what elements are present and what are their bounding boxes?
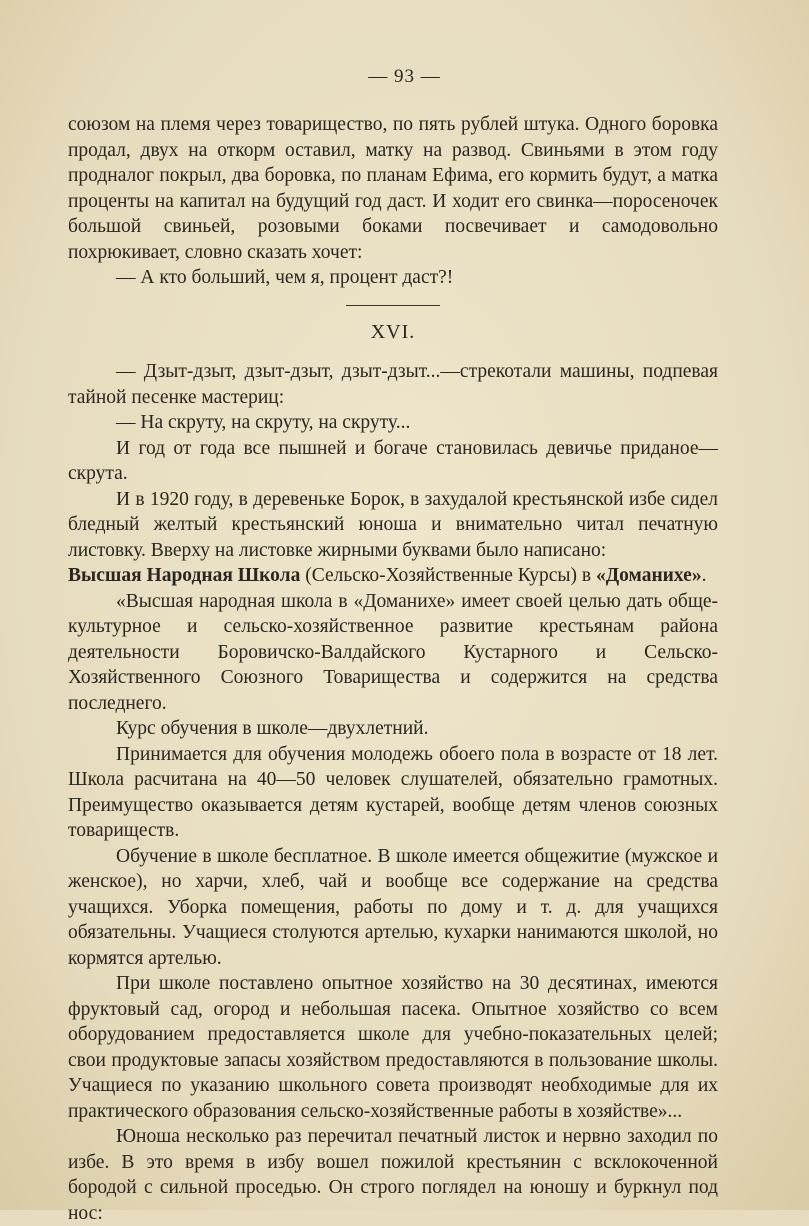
paragraph: — Дзыт-дзыт, дзыт-дзыт, дзыт-дзыт...—стрекотали машины, подпевая тайной песенке мастериц:: [68, 361, 718, 408]
school-place: «Доманихе»: [596, 565, 702, 586]
bold-heading-line: [68, 563, 718, 589]
paragraph: При школе поставлено опытное хозяйство на 30 десятинах, имеются фруктовый сад, огород и небольшая пасека. Опытное хозяйство со всем оборудованием предоставляется школе для учебно-показательных целей; свои продуктовые запасы хозяйством предоставляются в пользование школы. Учащиеся по указанию школьного совета производят необходимые для их практического образования сельско-хозяйственные работы в хозяйстве»...: [68, 973, 718, 1122]
school-subtitle: (Сельско-Хозяйственные Курсы) в: [300, 565, 596, 586]
paragraph: Юноша несколько раз перечитал печатный листок и нервно заходил по избе. В это время в избу вошел пожилой крестьянин с всклокоченной бородой с сильной проседью. Он строго поглядел на юношу и буркнул под нос:: [68, 1126, 718, 1224]
body-text: [68, 112, 718, 1226]
paragraph: И год от года все пышней и богаче становилась девичье приданое—скрута.: [68, 437, 718, 484]
paragraph: Принимается для обучения молодежь обоего пола в возрасте от 18 лет. Школа расчитана на 40—50 человек слушателей, обязательно грамотных. Преимущество оказывается детям кустарей, вообще детям членов союзных товариществ.: [68, 743, 718, 841]
paragraph: — А кто больший, чем я, процент даст?!: [116, 267, 454, 288]
heading-end: .: [701, 565, 707, 586]
page-number: — 93 —: [368, 66, 441, 87]
section-divider: [346, 305, 440, 306]
chapter-heading: XVI.: [370, 320, 416, 343]
paragraph: Обучение в школе бесплатное. В школе имеется общежитие (мужское и женское), но харчи, хлеб, чай и вообще все содержание на средства учащихся. Уборка помещения, работы по дому и т. д. для учащихся обязательны. Учащиеся столуются артелью, кухарки нанимаются школой, но кормятся артелью.: [68, 845, 718, 969]
paragraph: Курс обучения в школе—двухлетний.: [116, 718, 429, 739]
paragraph: — На скруту, на скруту, на скруту...: [116, 412, 411, 433]
school-name: Высшая Народная Школа: [68, 565, 301, 586]
paragraph: И в 1920 году, в деревеньке Борок, в захудалой крестьянской избе сидел бледный желтый крестьянский юноша и внимательно читал печатную листовку. Вверху на листовке жирными буквами было написано:: [68, 488, 718, 561]
paragraph: союзом на племя через товарищество, по пять рублей штука. Одного боровка продал, двух на откорм оставил, матку на развод. Свиньями в этом году продналог покрыл, два боровка, по планам Ефима, его кормить будут, а матка проценты на капитал на будущий год даст. И ходит его свинка—поросеночек большой свиньей, розовыми боками посвечивает и самодовольно похрюкивает, словно сказать хочет:: [68, 114, 718, 263]
paragraph: «Высшая народная школа в «Доманихе» имеет своей целью дать обще-культурное и сельско-хозяйственное развитие крестьянам района деятельности Боровичско-Валдайского Кустарного и Сельско-Хозяйственного Союзного Товарищества и содержится на средства последнего.: [68, 590, 718, 714]
